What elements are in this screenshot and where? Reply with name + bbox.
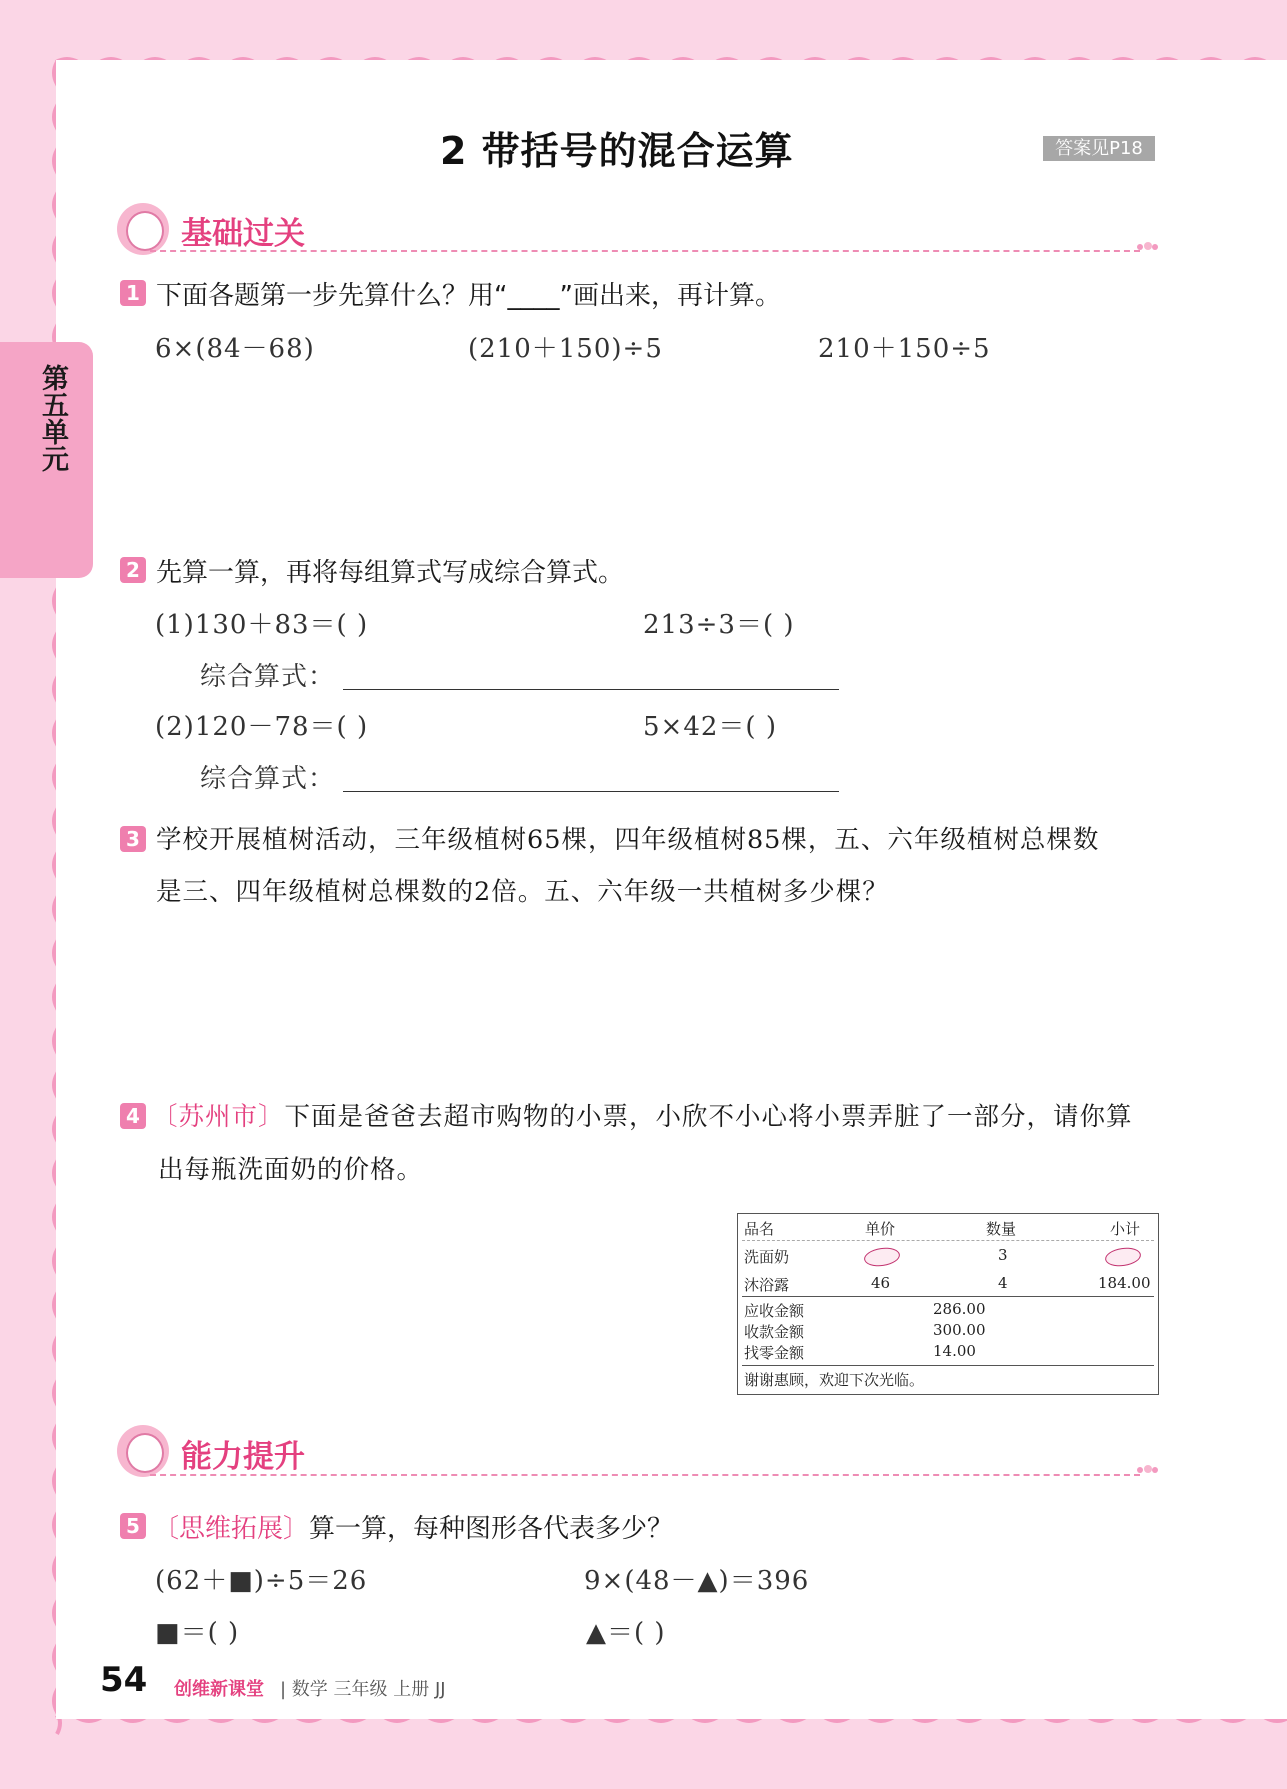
receipt-header: 单价 [865, 1220, 896, 1238]
unit-side-tab [0, 342, 93, 578]
question-5-text: 算一算，每种图形各代表多少？ [309, 1514, 674, 1544]
receipt-total-label: 应收金额 [744, 1302, 805, 1320]
question-1-text: 下面各题第一步先算什么？用“____”画出来，再计算。 [156, 281, 781, 311]
receipt-item-qty: 3 [998, 1246, 1008, 1264]
q5-answer: ■＝( ) [155, 1618, 240, 1648]
receipt-item-price: 46 [871, 1274, 891, 1292]
receipt-total-value: 14.00 [933, 1342, 976, 1360]
q5-equation: (62＋■)÷5＝26 [155, 1566, 368, 1596]
shopping-receipt [737, 1213, 1159, 1395]
smudge-icon [863, 1246, 901, 1269]
receipt-header: 小计 [1110, 1220, 1141, 1238]
smudge-icon [1104, 1246, 1142, 1269]
question-2-text: 先算一算，再将每组算式写成综合算式。 [156, 558, 625, 588]
receipt-item-name: 洗面奶 [744, 1248, 790, 1266]
q2-combined-label: 综合算式： [200, 764, 336, 794]
mascot-icon [117, 1425, 169, 1477]
question-5-line [153, 1508, 673, 1545]
receipt-total-value: 300.00 [933, 1321, 986, 1339]
question-4-line1 [152, 1097, 1133, 1133]
receipt-total-label: 收款金额 [744, 1323, 805, 1341]
receipt-header: 数量 [986, 1220, 1017, 1238]
receipt-thanks: 谢谢惠顾，欢迎下次光临。 [744, 1371, 925, 1389]
q5-answer: ▲＝( ) [586, 1618, 666, 1648]
question-number: 3 [120, 826, 146, 852]
answer-line[interactable] [343, 689, 839, 690]
q1-expression: 6×(84－68) [155, 334, 315, 364]
dots-icon [1135, 238, 1159, 252]
question-3-line2: 是三、四年级植树总棵数的2倍。五、六年级一共植树多少棵？ [156, 877, 889, 907]
q2-group2-a: (2)120－78＝( ) [155, 712, 369, 742]
q2-group1-b: 213÷3＝( ) [643, 610, 795, 640]
page-title: 2 带括号的混合运算 [440, 129, 794, 173]
q1-expression: 210＋150÷5 [818, 334, 991, 364]
question-3-line1: 学校开展植树活动，三年级植树65棵，四年级植树85棵，五、六年级植树总棵数 [156, 825, 1100, 855]
receipt-item-subtotal: 184.00 [1098, 1274, 1151, 1292]
receipt-header: 品名 [744, 1220, 775, 1238]
receipt-total-label: 找零金额 [744, 1344, 805, 1362]
question-number: 4 [120, 1103, 146, 1129]
question-tag: 〔苏州市〕 [152, 1102, 285, 1132]
footer-book-info: | 数学 三年级 上册 JJ [280, 1679, 446, 1700]
dots-icon [1135, 1461, 1159, 1475]
page-number: 54 [100, 1660, 148, 1700]
footer-brand: 创维新课堂 [174, 1679, 264, 1700]
question-tag: 〔思维拓展〕 [153, 1514, 310, 1544]
unit-side-tab-label: 第五单元 [37, 364, 68, 472]
question-number: 5 [120, 1513, 146, 1539]
answer-reference-badge: 答案见P18 [1043, 136, 1155, 161]
question-number: 2 [120, 557, 146, 583]
q2-group2-b: 5×42＝( ) [643, 712, 777, 742]
section-advanced-heading: 能力提升 [181, 1439, 305, 1475]
receipt-item-name: 沐浴露 [744, 1276, 790, 1294]
question-4-text: 下面是爸爸去超市购物的小票，小欣不小心将小票弄脏了一部分，请你算 [284, 1102, 1133, 1132]
question-4-line2: 出每瓶洗面奶的价格。 [158, 1155, 424, 1185]
q1-expression: (210＋150)÷5 [468, 334, 663, 364]
q2-combined-label: 综合算式： [200, 662, 336, 692]
section-divider [150, 250, 1140, 252]
section-divider [150, 1474, 1140, 1476]
q5-equation: 9×(48－▲)＝396 [584, 1566, 810, 1596]
q2-group1-a: (1)130＋83＝( ) [155, 610, 369, 640]
section-basic-heading: 基础过关 [181, 216, 305, 252]
question-number: 1 [120, 280, 146, 306]
mascot-icon [117, 203, 169, 255]
receipt-total-value: 286.00 [933, 1300, 986, 1318]
answer-line[interactable] [343, 791, 839, 792]
receipt-item-qty: 4 [998, 1274, 1008, 1292]
